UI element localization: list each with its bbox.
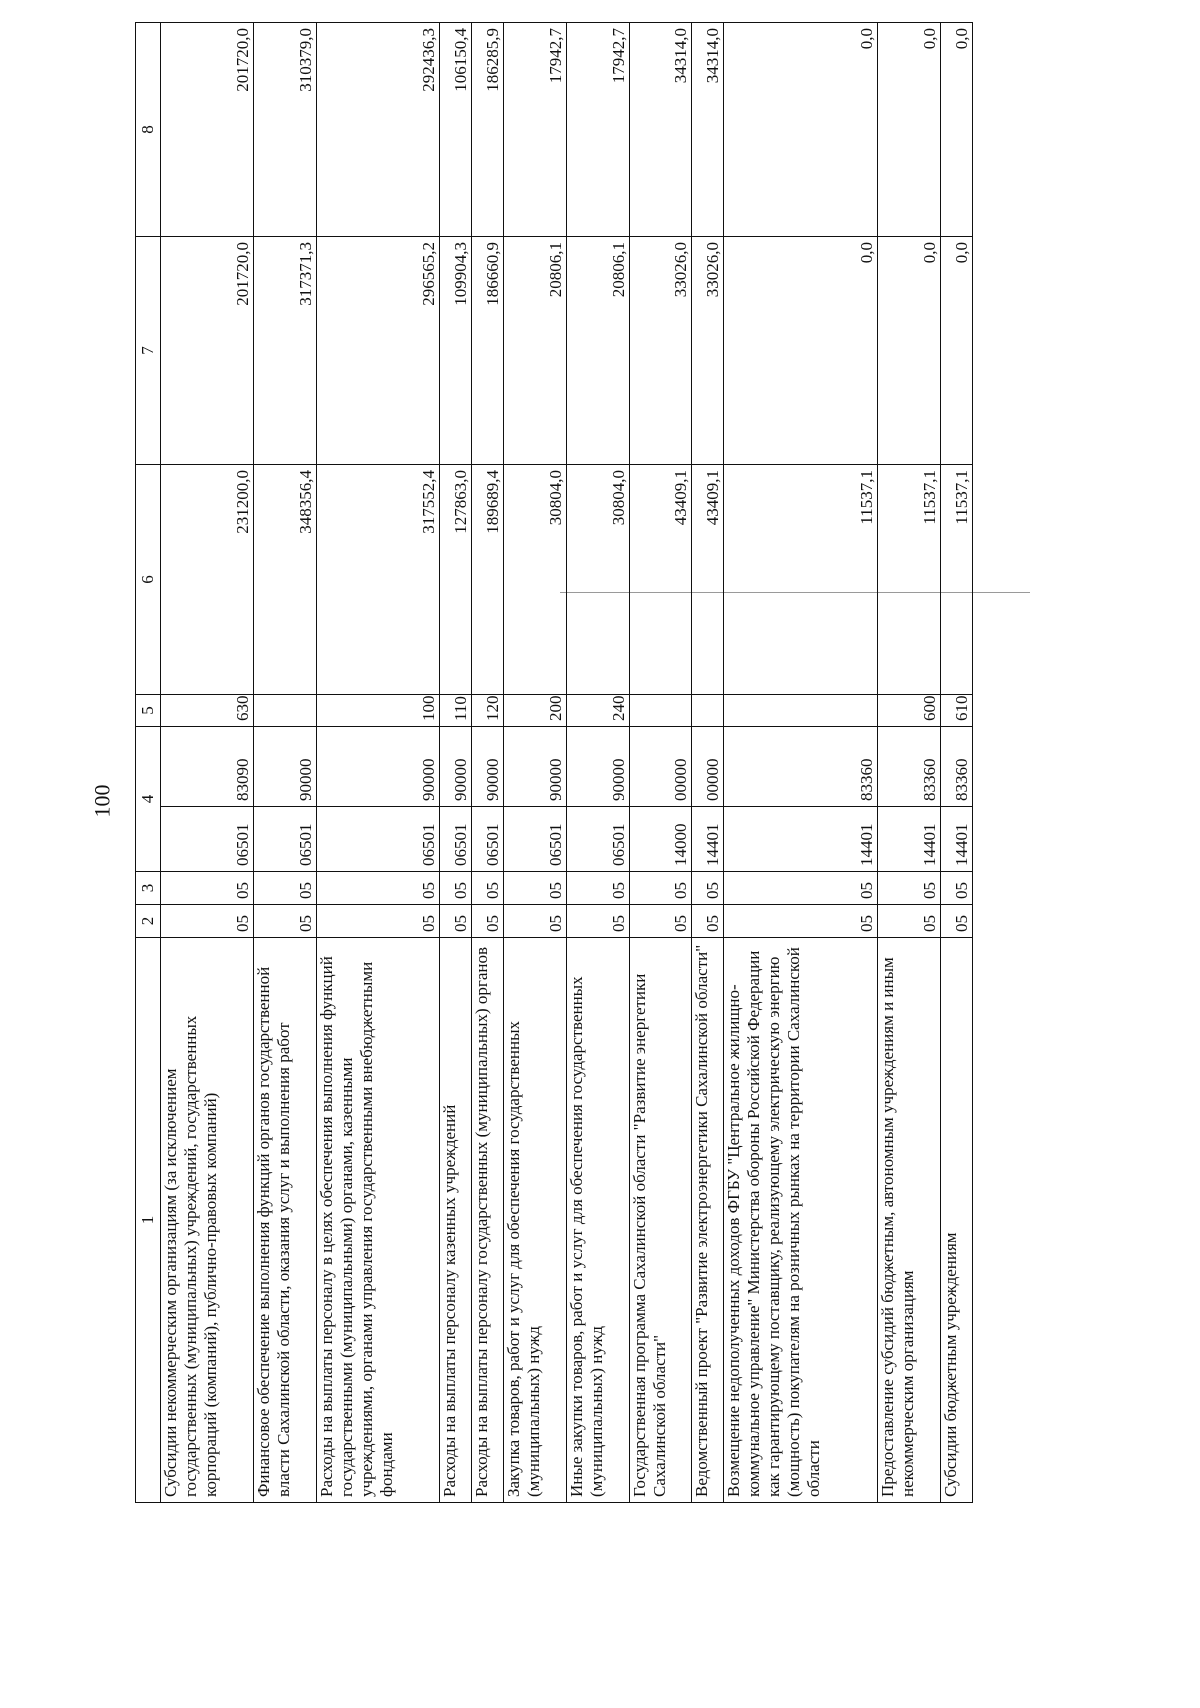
cell-expense-type: 100 (316, 695, 440, 727)
cell-expense-type: 630 (161, 695, 254, 727)
table-row (504, 23, 567, 1503)
cell-section: 05 (940, 905, 972, 938)
cell-section: 05 (566, 905, 629, 938)
row-name: Расходы на выплаты персоналу в целях обеспечения выполнения функций государственными (муниципальными) органами, казенными учреждениями, органами управления государственными внебюджетными фондами (316, 938, 440, 1503)
table-row (724, 23, 878, 1503)
cell-amount-col6: 30804,0 (566, 465, 629, 695)
row-name: Возмещение недополученных доходов ФГБУ "Центральное жилищно-коммунальное управление" Министерства обороны Российской Федерации как гарантирующему поставщику, реализующему электрическую энергию (мощность) покупателям на розничных рынках на территории Сахалинской области (724, 938, 878, 1503)
cell-amount-col6: 127863,0 (440, 465, 472, 695)
row-name: Расходы на выплаты персоналу государственных (муниципальных) органов (472, 938, 504, 1503)
cell-amount-col7: 201720,0 (161, 237, 254, 465)
cell-target-direction: 90000 (472, 727, 504, 807)
cell-amount-col7: 33026,0 (692, 237, 724, 465)
cell-target-direction: 00000 (629, 727, 692, 807)
table-row (161, 23, 254, 1503)
cell-amount-col6: 317552,4 (316, 465, 440, 695)
header-col-8: 8 (136, 23, 161, 237)
row-name: Ведомственный проект "Развитие электроэнергетики Сахалинской области" (692, 938, 724, 1503)
cell-section: 05 (629, 905, 692, 938)
cell-subsection: 05 (629, 872, 692, 905)
cell-target-direction: 90000 (440, 727, 472, 807)
cell-target-direction: 90000 (566, 727, 629, 807)
page-number: 100 (89, 784, 115, 818)
cell-target-program: 14401 (724, 807, 878, 872)
table-header-row (136, 23, 161, 1503)
cell-amount-col8: 186285,9 (472, 23, 504, 237)
header-col-7: 7 (136, 237, 161, 465)
cell-target-direction: 90000 (504, 727, 567, 807)
cell-subsection: 05 (692, 872, 724, 905)
cell-amount-col8: 0,0 (940, 23, 972, 237)
cell-amount-col7: 0,0 (878, 237, 941, 465)
header-col-4: 4 (136, 727, 161, 872)
cell-amount-col8: 310379,0 (254, 23, 317, 237)
table-body (161, 23, 973, 1503)
cell-target-program: 06501 (161, 807, 254, 872)
cell-amount-col8: 0,0 (878, 23, 941, 237)
cell-amount-col7: 186660,9 (472, 237, 504, 465)
cell-section: 05 (504, 905, 567, 938)
header-col-1: 1 (136, 938, 161, 1503)
cell-subsection: 05 (472, 872, 504, 905)
cell-expense-type: 600 (878, 695, 941, 727)
cell-section: 05 (692, 905, 724, 938)
cell-expense-type: 200 (504, 695, 567, 727)
cell-target-program: 14401 (878, 807, 941, 872)
cell-subsection: 05 (504, 872, 567, 905)
cell-section: 05 (724, 905, 878, 938)
cell-target-program: 14401 (940, 807, 972, 872)
cell-subsection: 05 (566, 872, 629, 905)
cell-amount-col7: 33026,0 (629, 237, 692, 465)
cell-amount-col6: 11537,1 (940, 465, 972, 695)
cell-section: 05 (472, 905, 504, 938)
cell-expense-type: 610 (940, 695, 972, 727)
cell-amount-col7: 296565,2 (316, 237, 440, 465)
table-row (940, 23, 972, 1503)
cell-amount-col8: 0,0 (724, 23, 878, 237)
cell-amount-col7: 20806,1 (504, 237, 567, 465)
cell-amount-col7: 109904,3 (440, 237, 472, 465)
cell-target-direction: 00000 (692, 727, 724, 807)
row-name: Расходы на выплаты персоналу казенных учреждений (440, 938, 472, 1503)
cell-subsection: 05 (940, 872, 972, 905)
cell-amount-col6: 189689,4 (472, 465, 504, 695)
cell-target-direction: 83090 (161, 727, 254, 807)
row-name: Иные закупки товаров, работ и услуг для обеспечения государственных (муниципальных) нужд (566, 938, 629, 1503)
cell-amount-col6: 30804,0 (504, 465, 567, 695)
cell-expense-type (724, 695, 878, 727)
table-row (692, 23, 724, 1503)
cell-expense-type (692, 695, 724, 727)
cell-amount-col8: 17942,7 (566, 23, 629, 237)
cell-section: 05 (440, 905, 472, 938)
cell-target-program: 14401 (692, 807, 724, 872)
table-row (566, 23, 629, 1503)
table-row (629, 23, 692, 1503)
cell-amount-col8: 106150,4 (440, 23, 472, 237)
cell-subsection: 05 (161, 872, 254, 905)
rotated-table-container (135, 23, 973, 1503)
cell-expense-type (254, 695, 317, 727)
cell-amount-col7: 317371,3 (254, 237, 317, 465)
cell-amount-col6: 43409,1 (692, 465, 724, 695)
table-row (440, 23, 472, 1503)
row-name: Финансовое обеспечение выполнения функций органов государственной власти Сахалинской области, оказания услуг и выполнения работ (254, 938, 317, 1503)
cell-amount-col7: 0,0 (940, 237, 972, 465)
cell-expense-type: 110 (440, 695, 472, 727)
cell-target-program: 14000 (629, 807, 692, 872)
cell-target-direction: 90000 (316, 727, 440, 807)
table-row (316, 23, 440, 1503)
cell-target-direction: 90000 (254, 727, 317, 807)
row-name: Закупка товаров, работ и услуг для обеспечения государственных (муниципальных) нужд (504, 938, 567, 1503)
cell-target-program: 06501 (504, 807, 567, 872)
header-col-3: 3 (136, 872, 161, 905)
cell-amount-col6: 231200,0 (161, 465, 254, 695)
cell-target-direction: 83360 (724, 727, 878, 807)
cell-amount-col8: 201720,0 (161, 23, 254, 237)
row-name: Субсидии некоммерческим организациям (за исключением государственных (муниципальных) учреждений, государственных корпораций (компаний), публично-правовых компаний) (161, 938, 254, 1503)
cell-amount-col6: 43409,1 (629, 465, 692, 695)
cell-target-direction: 83360 (940, 727, 972, 807)
cell-expense-type (629, 695, 692, 727)
header-col-5: 5 (136, 695, 161, 727)
header-col-6: 6 (136, 465, 161, 695)
cell-subsection: 05 (316, 872, 440, 905)
row-name: Субсидии бюджетным учреждениям (940, 938, 972, 1503)
cell-amount-col8: 17942,7 (504, 23, 567, 237)
cell-target-program: 06501 (316, 807, 440, 872)
cell-amount-col6: 11537,1 (724, 465, 878, 695)
table-row (472, 23, 504, 1503)
cell-subsection: 05 (254, 872, 317, 905)
cell-subsection: 05 (440, 872, 472, 905)
row-name: Государственная программа Сахалинской области "Развитие энергетики Сахалинской области" (629, 938, 692, 1503)
cell-expense-type: 120 (472, 695, 504, 727)
cell-subsection: 05 (878, 872, 941, 905)
cell-target-program: 06501 (440, 807, 472, 872)
cell-amount-col7: 0,0 (724, 237, 878, 465)
table-row (878, 23, 941, 1503)
table-row (254, 23, 317, 1503)
cell-target-program: 06501 (254, 807, 317, 872)
cell-expense-type: 240 (566, 695, 629, 727)
cell-amount-col8: 292436,3 (316, 23, 440, 237)
cell-target-program: 06501 (472, 807, 504, 872)
cell-section: 05 (161, 905, 254, 938)
budget-table (135, 22, 973, 1503)
cell-amount-col8: 34314,0 (629, 23, 692, 237)
cell-amount-col7: 20806,1 (566, 237, 629, 465)
header-col-2: 2 (136, 905, 161, 938)
cell-target-direction: 83360 (878, 727, 941, 807)
cell-section: 05 (254, 905, 317, 938)
cell-section: 05 (316, 905, 440, 938)
row-name: Предоставление субсидий бюджетным, автономным учреждениям и иным некоммерческим организациям (878, 938, 941, 1503)
cell-amount-col6: 348356,4 (254, 465, 317, 695)
cell-amount-col8: 34314,0 (692, 23, 724, 237)
cell-amount-col6: 11537,1 (878, 465, 941, 695)
cell-section: 05 (878, 905, 941, 938)
cell-subsection: 05 (724, 872, 878, 905)
cell-target-program: 06501 (566, 807, 629, 872)
